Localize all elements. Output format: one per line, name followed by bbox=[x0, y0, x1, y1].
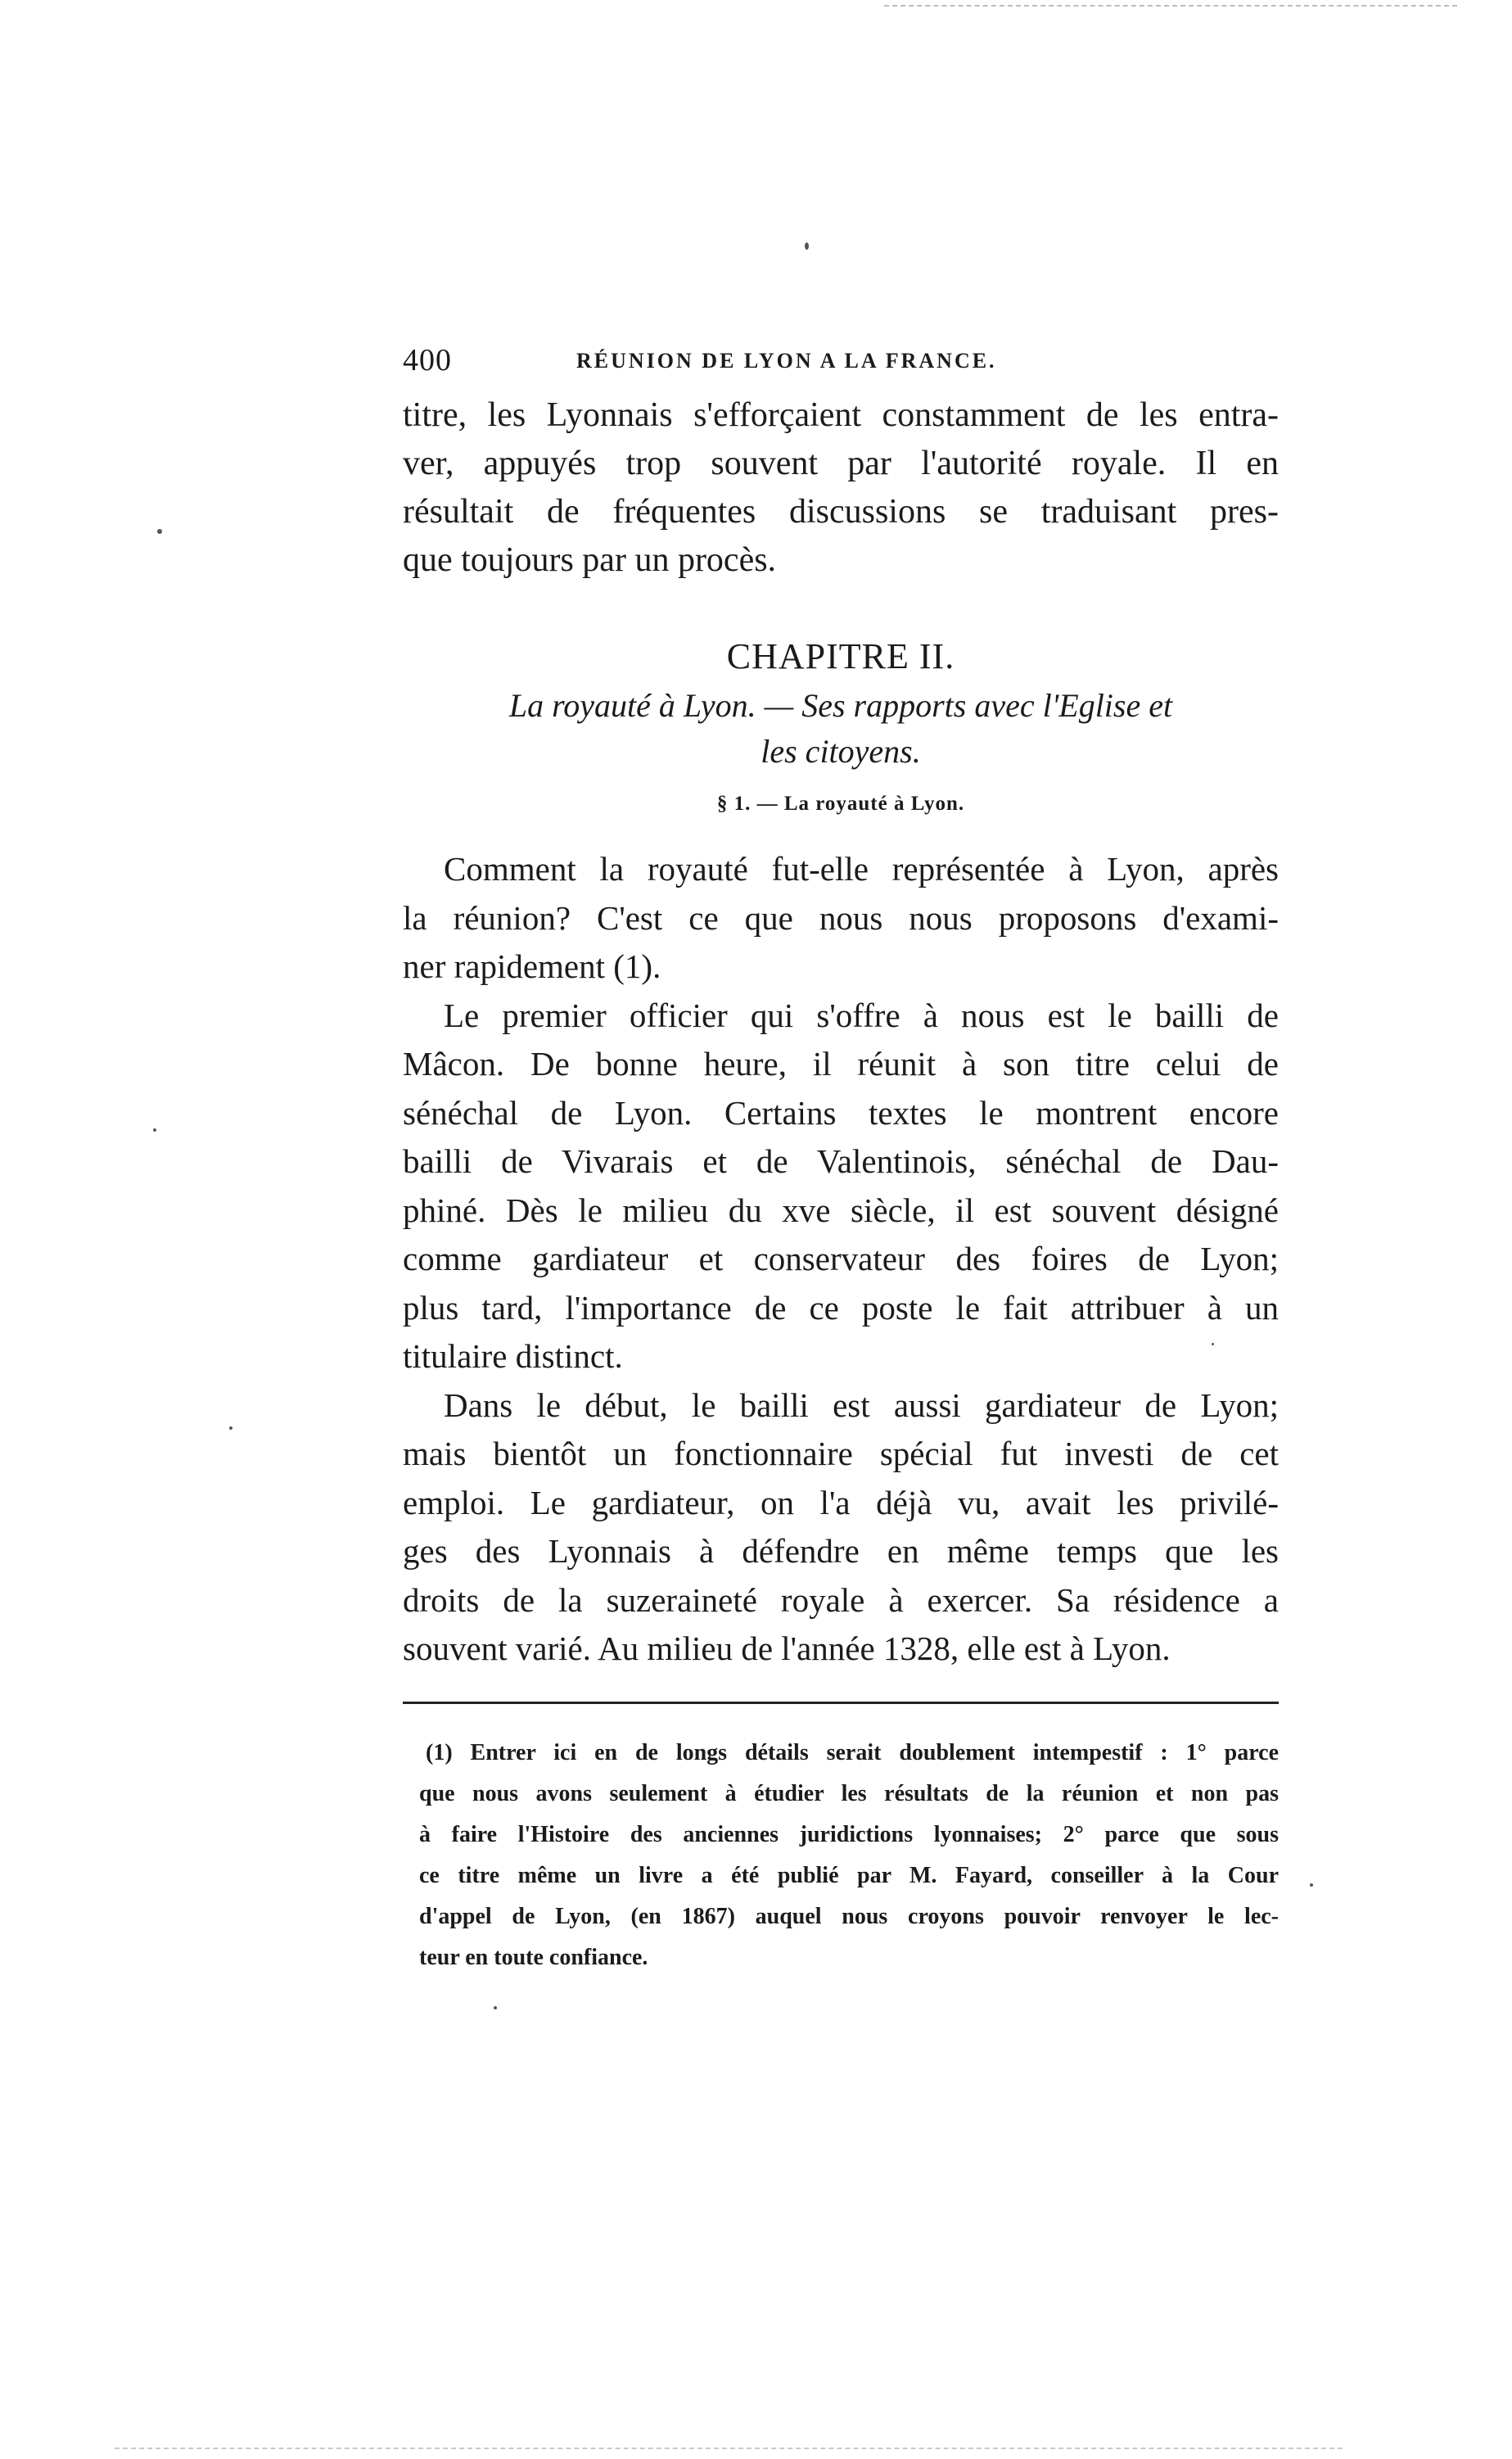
paragraph bbox=[403, 1381, 1279, 1674]
text-line: ner rapidement (1). bbox=[403, 947, 661, 985]
paragraph bbox=[403, 992, 1279, 1381]
text-line: bailli de Vivarais et de Valentinois, sénéchal de Dau- bbox=[403, 1142, 1279, 1180]
footnote-line: que nous avons seulement à étudier les résultats de la réunion et non pas bbox=[419, 1781, 1279, 1806]
text-line: Le premier officier qui s'offre à nous est le bailli de bbox=[444, 996, 1279, 1034]
chapter-subtitle bbox=[403, 683, 1279, 775]
running-title: RÉUNION DE LYON A LA FRANCE. bbox=[576, 349, 997, 373]
speck bbox=[157, 529, 162, 534]
footnote-line: d'appel de Lyon, (en 1867) auquel nous croyons pouvoir renvoyer le lec- bbox=[419, 1904, 1279, 1929]
page-header bbox=[403, 342, 1279, 383]
footnote-line: (1) Entrer ici en de longs détails serait doublement intempestif : 1° parce bbox=[426, 1740, 1279, 1765]
speck bbox=[1310, 1883, 1313, 1887]
footnote-line: ce titre même un livre a été publié par M. Fayard, conseiller à la Cour bbox=[419, 1863, 1279, 1888]
text-line: que toujours par un procès. bbox=[403, 541, 777, 579]
text-line: comme gardiateur et conservateur des foires de Lyon; bbox=[403, 1240, 1279, 1277]
text-line: ges des Lyonnais à défendre en même temps que les bbox=[403, 1532, 1279, 1570]
text-line: souvent varié. Au milieu de l'année 1328, elle est à Lyon. bbox=[403, 1630, 1171, 1667]
text-line: Mâcon. De bonne heure, il réunit à son titre celui de bbox=[403, 1045, 1279, 1083]
speck bbox=[494, 2006, 497, 2009]
text-line: titre, les Lyonnais s'efforçaient constamment de les entra- bbox=[403, 396, 1279, 434]
footnote-divider bbox=[403, 1702, 1279, 1704]
footnote bbox=[419, 1733, 1279, 1978]
text-line: mais bientôt un fonctionnaire spécial fut investi de cet bbox=[403, 1435, 1279, 1472]
page-number: 400 bbox=[403, 343, 452, 377]
scan-artifact-bottom bbox=[115, 2448, 1343, 2451]
text-line: résultait de fréquentes discussions se traduisant pres- bbox=[403, 493, 1279, 531]
text-line: Comment la royauté fut-elle représentée à Lyon, après bbox=[444, 850, 1279, 888]
chapter-subtitle-line: les citoyens. bbox=[761, 733, 921, 770]
speck bbox=[805, 242, 809, 250]
speck bbox=[153, 1128, 156, 1132]
speck bbox=[229, 1426, 232, 1430]
text-line: la réunion? C'est ce que nous nous proposons d'exami- bbox=[403, 898, 1279, 937]
footnote-line: à faire l'Histoire des anciennes juridictions lyonnaises; 2° parce que sous bbox=[419, 1822, 1279, 1847]
section-heading: § 1. — La royauté à Lyon. bbox=[716, 793, 965, 815]
chapter-heading bbox=[403, 631, 1279, 816]
text-line: emploi. Le gardiateur, on l'a déjà vu, avait les privilé- bbox=[403, 1483, 1279, 1521]
text-line: ver, appuyés trop souvent par l'autorité royale. Il en bbox=[403, 445, 1279, 482]
opening-paragraph bbox=[403, 391, 1279, 585]
text-line: plus tard, l'importance de ce poste le fait attribuer à un bbox=[403, 1288, 1279, 1327]
main-text bbox=[403, 845, 1279, 1674]
text-line: sénéchal de Lyon. Certains textes le montrent encore bbox=[403, 1093, 1279, 1132]
text-line: Dans le début, le bailli est aussi gardiateur de Lyon; bbox=[444, 1385, 1279, 1424]
chapter-subtitle-line: La royauté à Lyon. — Ses rapports avec l'Eglise et bbox=[508, 687, 1173, 724]
scan-artifact-top bbox=[884, 5, 1457, 8]
text-line: titulaire distinct. bbox=[403, 1337, 623, 1375]
footnote-line: teur en toute confiance. bbox=[419, 1945, 648, 1970]
chapter-title: CHAPITRE II. bbox=[726, 636, 955, 676]
text-line: droits de la suzeraineté royale à exercer. Sa résidence a bbox=[403, 1580, 1279, 1619]
paragraph bbox=[403, 845, 1279, 992]
text-line: phiné. Dès le milieu du xve siècle, il est souvent désigné bbox=[403, 1191, 1279, 1229]
